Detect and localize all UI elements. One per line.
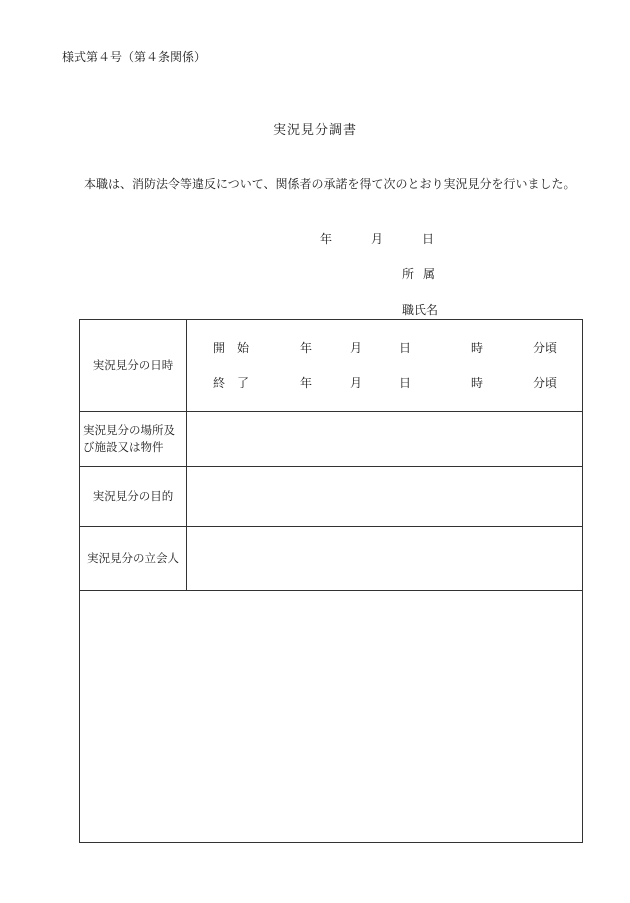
- end-month-label: 月: [350, 376, 363, 390]
- end-label: 終了: [213, 376, 262, 390]
- statement-text: 本職は、消防法令等違反について、関係者の承諾を得て次のとおり実況見分を行いました。: [84, 177, 576, 191]
- end-hour-label: 時: [471, 376, 484, 390]
- date-year-label: 年: [320, 232, 333, 246]
- date-month-label: 月: [371, 232, 384, 246]
- start-hour-label: 時: [471, 341, 484, 355]
- location-row-label: 実況見分の場所及び施設又は物件: [83, 422, 175, 454]
- start-year-label: 年: [300, 341, 313, 355]
- start-label: 開始: [213, 341, 262, 355]
- page-title: 実況見分調書: [272, 123, 357, 138]
- start-minute-label: 分頃: [533, 341, 558, 355]
- date-day-label: 日: [422, 232, 435, 246]
- purpose-row-label: 実況見分の目的: [92, 488, 174, 503]
- end-year-label: 年: [300, 376, 313, 390]
- end-day-label: 日: [399, 376, 412, 390]
- witness-row-label: 実況見分の立会人: [87, 550, 179, 565]
- start-day-label: 日: [399, 341, 412, 355]
- start-month-label: 月: [350, 341, 363, 355]
- label-column-divider: [186, 320, 187, 590]
- details-area[interactable]: [80, 591, 582, 843]
- name-label: 職氏名: [402, 303, 439, 317]
- form-number: 様式第４号（第４条関係）: [62, 50, 207, 64]
- datetime-row-label: 実況見分の日時: [92, 357, 174, 372]
- inspection-form-table: [79, 319, 583, 843]
- end-minute-label: 分頃: [533, 376, 558, 390]
- affiliation-label: 所属: [402, 267, 445, 281]
